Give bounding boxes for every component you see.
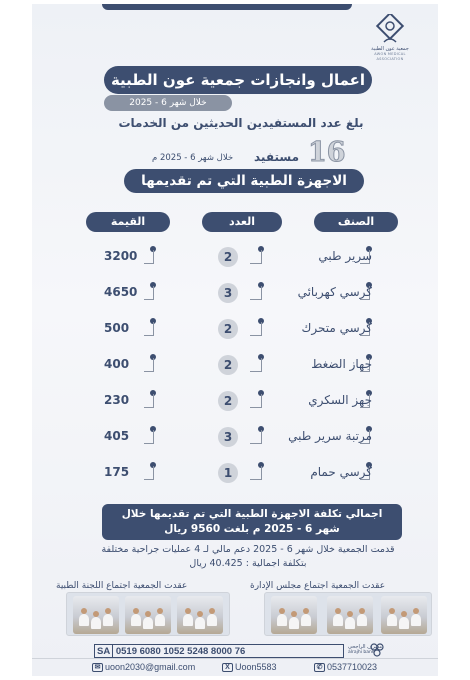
person-head: [303, 608, 309, 614]
table-row: [32, 280, 438, 316]
association-logo: [362, 14, 418, 74]
person-body: [155, 614, 165, 626]
person-head: [93, 611, 99, 617]
meeting-photo: [125, 596, 171, 634]
row-bracket: [250, 394, 262, 408]
table-row: [32, 316, 438, 352]
table-row: [32, 244, 438, 280]
logo-name: جمعية عون الطبية: [371, 46, 409, 52]
row-bracket: [144, 466, 154, 480]
person-head: [279, 608, 285, 614]
device-value: 400: [104, 357, 130, 371]
column-header-type: الصنف: [314, 212, 398, 232]
row-bracket: [144, 358, 154, 372]
beneficiaries-heading: بلغ عدد المستفيدين الحديثين من الخدمات: [118, 116, 364, 130]
device-count: 3: [218, 427, 238, 447]
table-row: [32, 424, 438, 460]
devices-heading: الاجهزة الطبية التي تم تقديمها: [124, 169, 364, 193]
person-body: [333, 614, 343, 626]
device-value: 500: [104, 321, 130, 335]
x-handle-text: Uoon5583: [235, 662, 277, 672]
person-body: [301, 614, 311, 626]
row-bracket: [250, 286, 262, 300]
bank-logo-icon: [370, 643, 384, 657]
person-head: [389, 608, 395, 614]
person-body: [79, 614, 89, 626]
row-bracket: [144, 430, 154, 444]
table-row: [32, 352, 438, 388]
committee-meeting-label: عقدت الجمعية اجتماع اللجنة الطبية: [56, 581, 188, 591]
x-logo-icon: X: [222, 663, 233, 672]
meeting-photo: [381, 596, 427, 634]
logo-mark-icon: [375, 14, 405, 46]
bank-name-en: alrajhi bank: [348, 650, 375, 655]
device-value: 405: [104, 429, 130, 443]
total-cost-line-1: اجمالي تكلفة الاجهزة الطبية التي تم تقديمها خلال: [121, 508, 383, 520]
row-bracket: [144, 394, 154, 408]
meeting-photo: [327, 596, 373, 634]
device-value: 4650: [104, 285, 138, 299]
bank-name-ar: مصرف الراجحي: [348, 644, 383, 650]
device-count: 2: [218, 355, 238, 375]
row-bracket: [250, 430, 262, 444]
device-name: جهز السكري: [308, 393, 372, 407]
person-head: [359, 608, 365, 614]
device-value: 175: [104, 465, 130, 479]
phone-contact[interactable]: [314, 662, 377, 672]
email-contact[interactable]: [92, 662, 195, 672]
device-name: كرسي متحرك: [301, 321, 372, 335]
beneficiaries-count: 16: [308, 137, 346, 168]
row-bracket: [144, 322, 154, 336]
device-count: 1: [218, 463, 238, 483]
person-head: [413, 608, 419, 614]
x-contact[interactable]: [222, 662, 277, 672]
top-accent-bar: [102, 4, 352, 10]
device-count: 2: [218, 247, 238, 267]
person-body: [411, 614, 421, 626]
board-meeting-photos: [264, 592, 432, 636]
iban-bar: [94, 644, 344, 658]
device-name: كرسي حمام: [310, 465, 372, 479]
board-meeting-label: عقدت الجمعية اجتماع مجلس الإدارة: [250, 581, 386, 591]
total-cost-banner: [102, 504, 402, 540]
beneficiaries-label: مستفيد: [254, 150, 300, 164]
row-bracket: [144, 286, 154, 300]
person-body: [195, 617, 205, 629]
phone-text: 0537710023: [327, 662, 378, 672]
person-head: [133, 608, 139, 614]
footer-divider: [32, 658, 438, 659]
phone-icon: ✆: [314, 663, 325, 672]
committee-meeting-photos: [66, 592, 230, 636]
beneficiaries-period: خلال شهر 6 - 2025 م: [152, 153, 234, 163]
person-head: [209, 608, 215, 614]
operations-line-2: بتكلفة اجمالية : 40.425 ريال: [189, 558, 307, 569]
meeting-photo: [177, 596, 223, 634]
row-bracket: [144, 250, 154, 264]
device-count: 3: [218, 283, 238, 303]
period-badge: خلال شهر 6 - 2025: [104, 95, 232, 111]
iban-number: 0519 6080 1052 5248 8000 76: [115, 646, 246, 657]
email-text: uoon2030@gmail.com: [105, 662, 196, 672]
device-count: 2: [218, 391, 238, 411]
device-value: 3200: [104, 249, 138, 263]
device-value: 230: [104, 393, 130, 407]
person-head: [185, 608, 191, 614]
device-count: 2: [218, 319, 238, 339]
person-head: [347, 611, 353, 617]
person-head: [145, 611, 151, 617]
table-row: [32, 460, 438, 496]
poster: [32, 4, 438, 676]
person-body: [143, 617, 153, 629]
person-body: [289, 617, 299, 629]
page-title: اعمال وانجازات جمعية عون الطبية: [104, 66, 372, 94]
row-bracket: [250, 466, 262, 480]
operations-line-1: قدمت الجمعية خلال شهر 6 - 2025 دعم مالي لـ 4 عمليات جراحية مختلفة: [101, 544, 395, 555]
person-body: [357, 614, 367, 626]
column-header-value: القيمة: [86, 212, 170, 232]
meeting-photo: [271, 596, 317, 634]
row-bracket: [250, 250, 262, 264]
device-name: مرتبة سرير طبي: [288, 429, 372, 443]
table-row: [32, 388, 438, 424]
person-body: [207, 614, 217, 626]
column-header-count: العدد: [202, 212, 282, 232]
email-icon: ✉: [92, 663, 103, 672]
person-body: [131, 614, 141, 626]
person-head: [291, 611, 297, 617]
meeting-photo: [73, 596, 119, 634]
device-name: كرسي كهربائي: [297, 285, 372, 299]
person-head: [157, 608, 163, 614]
row-bracket: [250, 358, 262, 372]
row-bracket: [250, 322, 262, 336]
iban-prefix: SA: [95, 645, 113, 658]
person-head: [81, 608, 87, 614]
person-head: [401, 611, 407, 617]
person-body: [399, 617, 409, 629]
device-name: سرير طبي: [318, 249, 372, 263]
person-head: [105, 608, 111, 614]
logo-subtitle: AWON MEDICAL ASSOCIATION: [374, 52, 406, 61]
person-head: [335, 608, 341, 614]
device-name: جهاز الضغط: [311, 357, 372, 371]
person-body: [183, 614, 193, 626]
person-head: [197, 611, 203, 617]
person-body: [387, 614, 397, 626]
person-body: [345, 617, 355, 629]
person-body: [103, 614, 113, 626]
person-body: [277, 614, 287, 626]
person-body: [91, 617, 101, 629]
total-cost-line-2: شهر 6 - 2025 م بلغت 9560 ريال: [164, 523, 340, 535]
